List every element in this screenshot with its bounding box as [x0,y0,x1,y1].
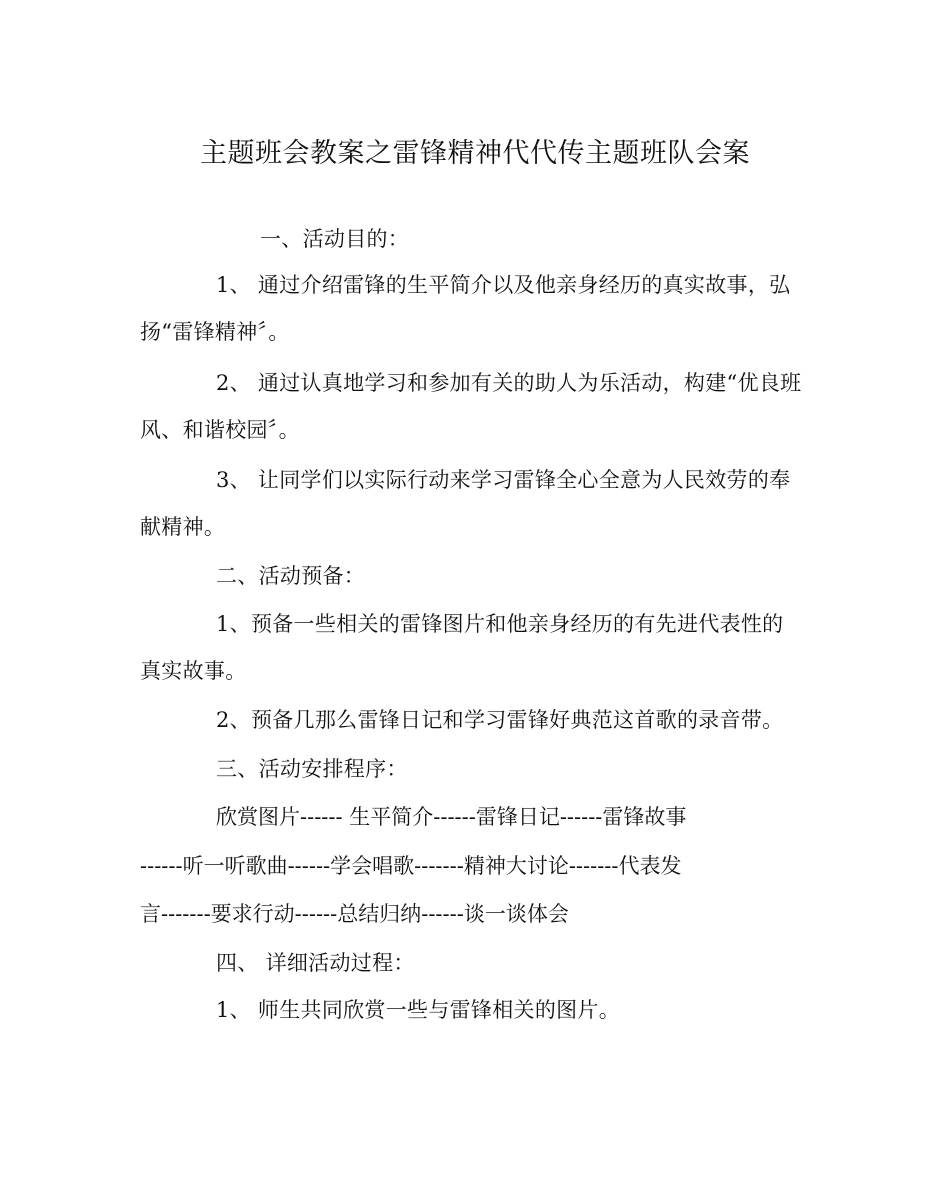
section-heading-schedule: 三、活动安排程序： [216,757,408,781]
section-heading-preparation: 二、活动预备： [216,564,366,588]
schedule-flow-line-1: 欣赏图片------ 生平简介------雷锋日记------雷锋故事 [216,805,687,829]
purpose-item-3-line-1: 3、 让同学们以实际行动来学习雷锋全心全意为人民效劳的奉 [216,468,791,492]
section-heading-purpose: 一、活动目的： [260,227,410,251]
schedule-flow-line-3: 言-------要求行动------总结归纳------谈一谈体会 [140,902,569,926]
schedule-flow-line-2: ------听一听歌曲------学会唱歌-------精神大讨论-------代表发 [140,854,682,878]
section-heading-process: 四、 详细活动过程： [216,951,415,975]
preparation-item-1-line-1: 1、预备一些相关的雷锋图片和他亲身经历的有先进代表性的 [216,612,784,636]
document-title: 主题班会教案之雷锋精神代代传主题班队会案 [200,138,750,169]
purpose-item-2-line-2: 风、和谐校园〞。 [140,418,300,442]
preparation-item-2-line-1: 2、预备几那么雷锋日记和学习雷锋好典范这首歌的录音带。 [216,708,784,732]
purpose-item-1-line-1: 1、 通过介绍雷锋的生平简介以及他亲身经历的真实故事，弘 [216,273,791,297]
purpose-item-1-line-2: 扬“雷锋精神〞。 [140,320,290,344]
process-item-1-line-1: 1、 师生共同欣赏一些与雷锋相关的图片。 [216,998,621,1022]
preparation-item-1-line-2: 真实故事。 [140,659,247,683]
purpose-item-2-line-1: 2、 通过认真地学习和参加有关的助人为乐活动，构建“优良班 [216,371,802,395]
purpose-item-3-line-2: 献精神。 [140,515,226,539]
